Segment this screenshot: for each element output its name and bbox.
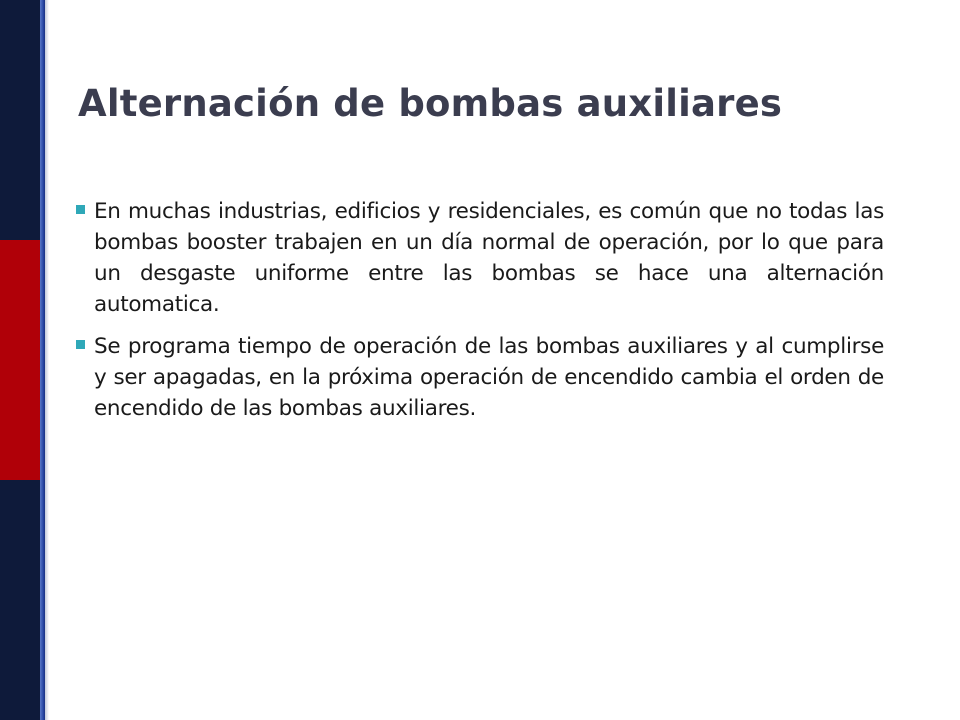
square-bullet-icon	[76, 205, 85, 214]
band-segment-navy-bottom	[0, 480, 40, 720]
bullet-text: Se programa tiempo de operación de las bombas auxiliares y al cumplirse y ser apagadas, en la próxima operación de encendido cambia el orden de encendido de las bombas auxiliares.	[94, 334, 884, 421]
left-decorative-band	[0, 0, 48, 720]
slide-title: Alternación de bombas auxiliares	[78, 82, 783, 125]
bullet-item	[76, 196, 884, 320]
bullet-text: En muchas industrias, edificios y residenciales, es común que no todas las bombas booster trabajen en un día normal de operación, por lo que para un desgaste uniforme entre las bombas se hace una alternación automatica.	[94, 199, 884, 317]
bullet-list	[76, 196, 884, 435]
band-segment-navy-top	[0, 0, 40, 240]
band-segment-red-middle	[0, 240, 40, 480]
band-edge-shadow	[45, 0, 49, 720]
square-bullet-icon	[76, 340, 85, 349]
bullet-item	[76, 331, 884, 424]
